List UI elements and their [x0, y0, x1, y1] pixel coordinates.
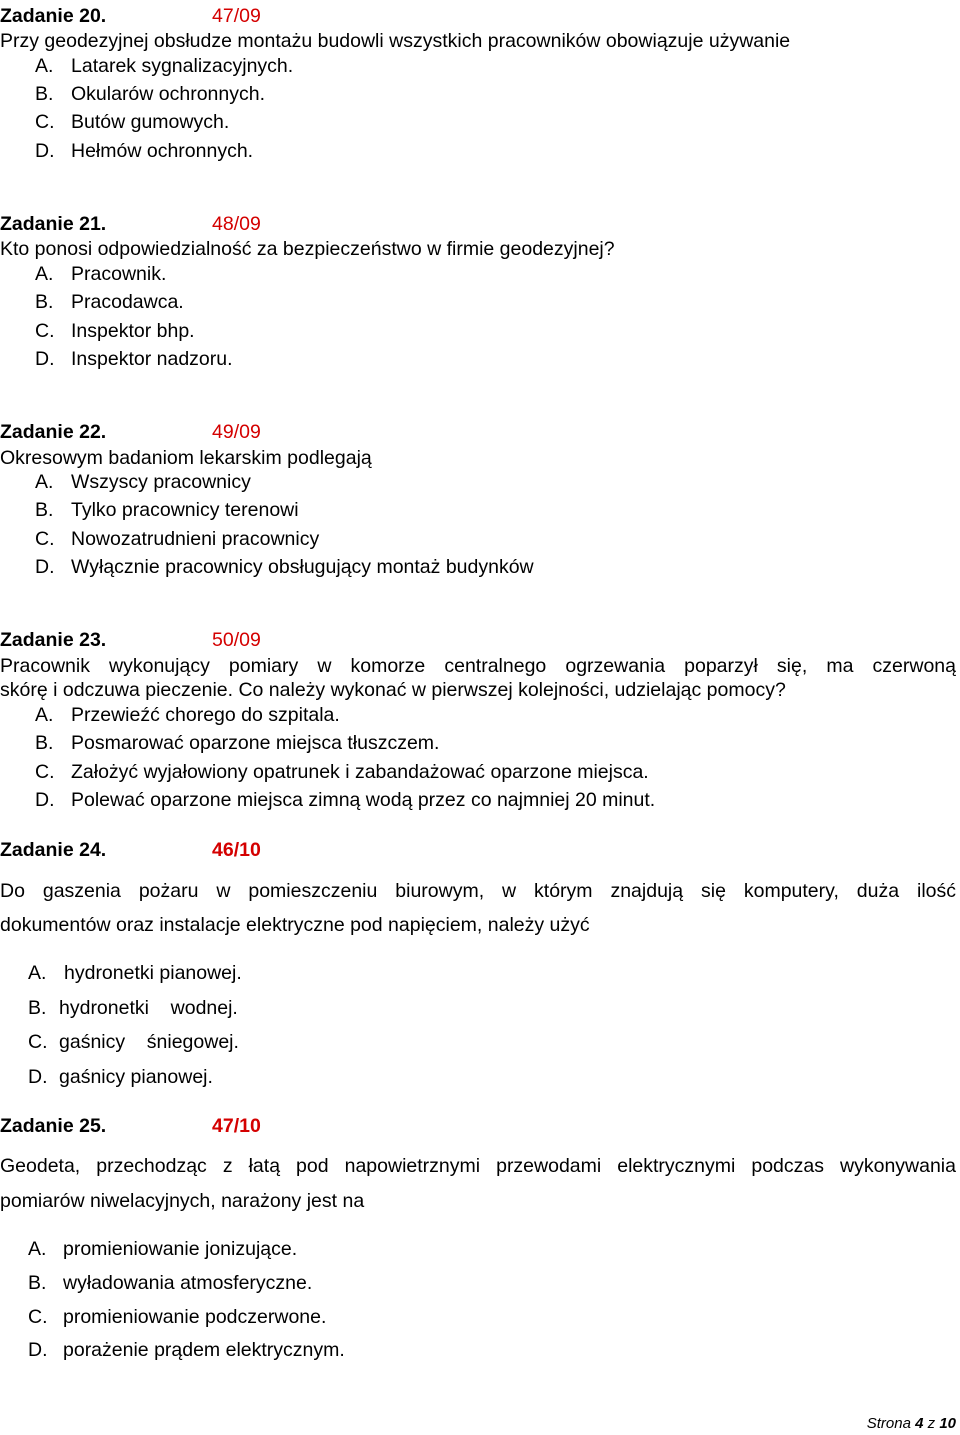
option-d: [35, 788, 655, 812]
option-a: [28, 1237, 297, 1261]
option-a: [35, 470, 251, 494]
option-text: Polewać oparzone miejsca zimną wodą przez co najmniej 20 minut.: [71, 789, 656, 811]
option-b: [35, 290, 184, 314]
footer-page-total: 10: [939, 1415, 956, 1432]
task-question-line-2: pomiarów niwelacyjnych, narażony jest na: [0, 1190, 365, 1212]
task-title: Zadanie 22.: [0, 421, 107, 443]
option-letter: A.: [35, 263, 54, 285]
option-text: porażenie prądem elektrycznym.: [63, 1339, 345, 1361]
option-letter: D.: [28, 1066, 48, 1088]
option-b: [28, 1271, 312, 1295]
option-text: Okularów ochronnych.: [71, 83, 266, 105]
option-letter: C.: [28, 1306, 48, 1328]
option-text: Latarek sygnalizacyjnych.: [71, 55, 294, 77]
footer-page-number: 4: [915, 1415, 924, 1432]
option-letter: C.: [35, 111, 55, 133]
option-letter: C.: [28, 1031, 48, 1053]
page-footer: [867, 1414, 956, 1434]
option-letter: A.: [35, 471, 54, 493]
task-title-row: [0, 838, 261, 862]
task-title: Zadanie 23.: [0, 629, 107, 651]
option-a: [35, 54, 293, 78]
option-b: [35, 498, 299, 522]
task-question: Okresowym badaniom lekarskim podlegają: [0, 447, 372, 469]
option-text: promieniowanie podczerwone.: [63, 1306, 327, 1328]
option-d: [35, 555, 534, 579]
option-letter: C.: [35, 320, 55, 342]
option-c: [28, 1305, 326, 1329]
task-title-row: [0, 212, 261, 236]
option-text: Butów gumowych.: [71, 111, 230, 133]
option-text: Posmarować oparzone miejsca tłuszczem.: [71, 732, 440, 754]
option-letter: B.: [28, 997, 47, 1019]
option-b: [35, 731, 439, 755]
footer-separator: z: [923, 1415, 940, 1432]
option-text: gaśnicy pianowej.: [59, 1066, 213, 1088]
task-question: Kto ponosi odpowiedzialność za bezpieczeństwo w firmie geodezyjnej?: [0, 238, 615, 260]
option-b: [28, 996, 238, 1020]
option-letter: B.: [35, 499, 54, 521]
option-letter: C.: [35, 528, 55, 550]
option-text: hydronetki wodnej.: [59, 997, 238, 1019]
option-letter: D.: [35, 789, 55, 811]
option-b: [35, 82, 265, 106]
option-a: [35, 703, 340, 727]
task-question-line-1: Geodeta, przechodząc z łatą pod napowietrznymi przewodami elektrycznymi podczas wykonywania: [0, 1155, 956, 1177]
option-letter: A.: [28, 962, 47, 984]
option-text: Pracodawca.: [71, 291, 184, 313]
task-code: 46/10: [212, 839, 261, 861]
task-title: Zadanie 20.: [0, 5, 107, 27]
option-a: [28, 961, 242, 985]
option-text: promieniowanie jonizujące.: [63, 1238, 298, 1260]
option-c: [35, 319, 195, 343]
option-c: [35, 760, 649, 784]
task-code: 47/09: [212, 5, 261, 27]
option-text: Nowozatrudnieni pracownicy: [71, 528, 320, 550]
option-letter: B.: [28, 1272, 47, 1294]
task-question-line-2: dokumentów oraz instalacje elektryczne pod napięciem, należy użyć: [0, 914, 590, 936]
footer-prefix: Strona: [866, 1415, 916, 1432]
option-c: [35, 527, 319, 551]
option-text: wyładowania atmosferyczne.: [63, 1272, 313, 1294]
task-code: 50/09: [212, 629, 261, 651]
option-text: Pracownik.: [71, 263, 167, 285]
option-text: Hełmów ochronnych.: [71, 140, 254, 162]
option-letter: D.: [35, 348, 55, 370]
option-c: [35, 110, 229, 134]
task-title: Zadanie 21.: [0, 213, 107, 235]
option-text: Założyć wyjałowiony opatrunek i zabandażować oparzone miejsca.: [71, 761, 649, 783]
option-d: [28, 1065, 213, 1089]
task-title-row: [0, 628, 261, 652]
option-text: Inspektor bhp.: [71, 320, 195, 342]
task-title-row: [0, 420, 261, 444]
option-c: [28, 1030, 239, 1054]
option-d: [35, 347, 233, 371]
task-title-row: [0, 4, 261, 28]
option-letter: B.: [35, 83, 54, 105]
option-text: Wszyscy pracownicy: [71, 471, 251, 493]
option-letter: A.: [35, 704, 54, 726]
option-letter: A.: [35, 55, 54, 77]
option-text: Tylko pracownicy terenowi: [71, 499, 299, 521]
option-letter: D.: [35, 140, 55, 162]
option-letter: C.: [35, 761, 55, 783]
option-letter: D.: [35, 556, 55, 578]
option-text: Wyłącznie pracownicy obsługujący montaż budynków: [71, 556, 534, 578]
option-d: [28, 1338, 345, 1362]
option-text: hydronetki pianowej.: [64, 962, 242, 984]
option-letter: A.: [28, 1238, 47, 1260]
option-letter: B.: [35, 291, 54, 313]
option-a: [35, 262, 166, 286]
task-question-line-2: skórę i odczuwa pieczenie. Co należy wykonać w pierwszej kolejności, udzielając pomocy?: [0, 679, 786, 701]
task-code: 48/09: [212, 213, 261, 235]
task-question: Przy geodezyjnej obsłudze montażu budowli wszystkich pracowników obowiązuje używanie: [0, 30, 791, 52]
task-question-line-1: Do gaszenia pożaru w pomieszczeniu biurowym, w którym znajdują się komputery, duża ilość: [0, 880, 956, 902]
option-text: Przewieźć chorego do szpitala.: [71, 704, 340, 726]
option-text: Inspektor nadzoru.: [71, 348, 233, 370]
task-code: 47/10: [212, 1115, 261, 1137]
option-letter: D.: [28, 1339, 48, 1361]
task-title-row: [0, 1114, 261, 1138]
option-letter: B.: [35, 732, 54, 754]
task-title: Zadanie 24.: [0, 839, 107, 861]
task-question-line-1: Pracownik wykonujący pomiary w komorze centralnego ogrzewania poparzył się, ma czerwoną: [0, 655, 956, 677]
task-code: 49/09: [212, 421, 261, 443]
option-d: [35, 139, 253, 163]
option-text: gaśnicy śniegowej.: [59, 1031, 239, 1053]
task-title: Zadanie 25.: [0, 1115, 107, 1137]
